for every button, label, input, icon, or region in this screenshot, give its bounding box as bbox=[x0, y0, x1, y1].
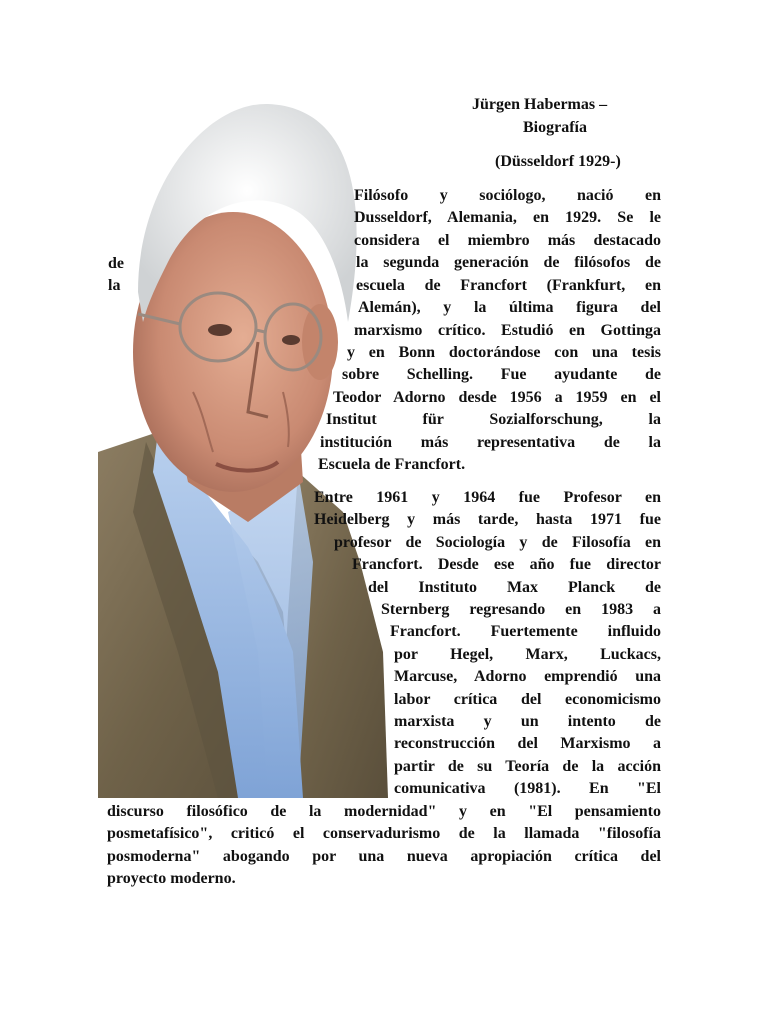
text-line: profesor de Sociología y de Filosofía en bbox=[334, 534, 661, 551]
text-line: considera el miembro más destacado bbox=[354, 232, 661, 249]
text-line: por Hegel, Marx, Luckacs, bbox=[394, 646, 661, 663]
text-line: Institut für Sozialforschung, la bbox=[326, 411, 661, 428]
text-line: posmoderna" abogando por una nueva apropiación crítica del bbox=[107, 848, 661, 865]
text-line: proyecto moderno. bbox=[107, 870, 236, 887]
text-line: y en Bonn doctorándose con una tesis bbox=[347, 344, 661, 361]
title-line-1: Jürgen Habermas – bbox=[472, 96, 608, 113]
text-line: Alemán), y la última figura del bbox=[358, 299, 661, 316]
text-line: posmetafísico", criticó el conservadurismo de la llamada "filosofía bbox=[107, 825, 661, 842]
text-line: Heidelberg y más tarde, hasta 1971 fue bbox=[314, 511, 661, 528]
text-line: comunicativa (1981). En "El bbox=[394, 780, 661, 797]
subtitle: (Düsseldorf 1929-) bbox=[495, 153, 621, 170]
text-line: marxista y un intento de bbox=[394, 713, 661, 730]
text-line: del Instituto Max Planck de bbox=[368, 579, 661, 596]
text-line: Filósofo y sociólogo, nació en bbox=[354, 187, 661, 204]
text-line: partir de su Teoría de la acción bbox=[394, 758, 661, 775]
text-line: Marcuse, Adorno emprendió una bbox=[394, 668, 661, 685]
text-line: Francfort. Fuertemente influido bbox=[390, 623, 661, 640]
title-line-2: Biografía bbox=[523, 119, 587, 136]
text-line: Francfort. Desde ese año fue director bbox=[352, 556, 661, 573]
text-line: discurso filosófico de la modernidad" y en "El pensamiento bbox=[107, 803, 661, 820]
text-line: la segunda generación de filósofos de bbox=[356, 254, 661, 271]
text-line: labor crítica del economicismo bbox=[394, 691, 661, 708]
stray-word-de: de bbox=[108, 255, 124, 272]
text-line: Teodor Adorno desde 1956 a 1959 en el bbox=[333, 389, 661, 406]
stray-word-la: la bbox=[108, 277, 121, 294]
text-line: institución más representativa de la bbox=[320, 434, 661, 451]
text-line: escuela de Francfort (Frankfurt, en bbox=[356, 277, 661, 294]
text-line: Sternberg regresando en 1983 a bbox=[381, 601, 661, 618]
text-line: Dusseldorf, Alemania, en 1929. Se le bbox=[354, 209, 661, 226]
text-line: Escuela de Francfort. bbox=[318, 456, 466, 473]
text-line: Entre 1961 y 1964 fue Profesor en bbox=[314, 489, 661, 506]
text-line: reconstrucción del Marxismo a bbox=[394, 735, 661, 752]
text-line: marxismo crítico. Estudió en Gottinga bbox=[354, 322, 661, 339]
text-line: sobre Schelling. Fue ayudante de bbox=[342, 366, 661, 383]
